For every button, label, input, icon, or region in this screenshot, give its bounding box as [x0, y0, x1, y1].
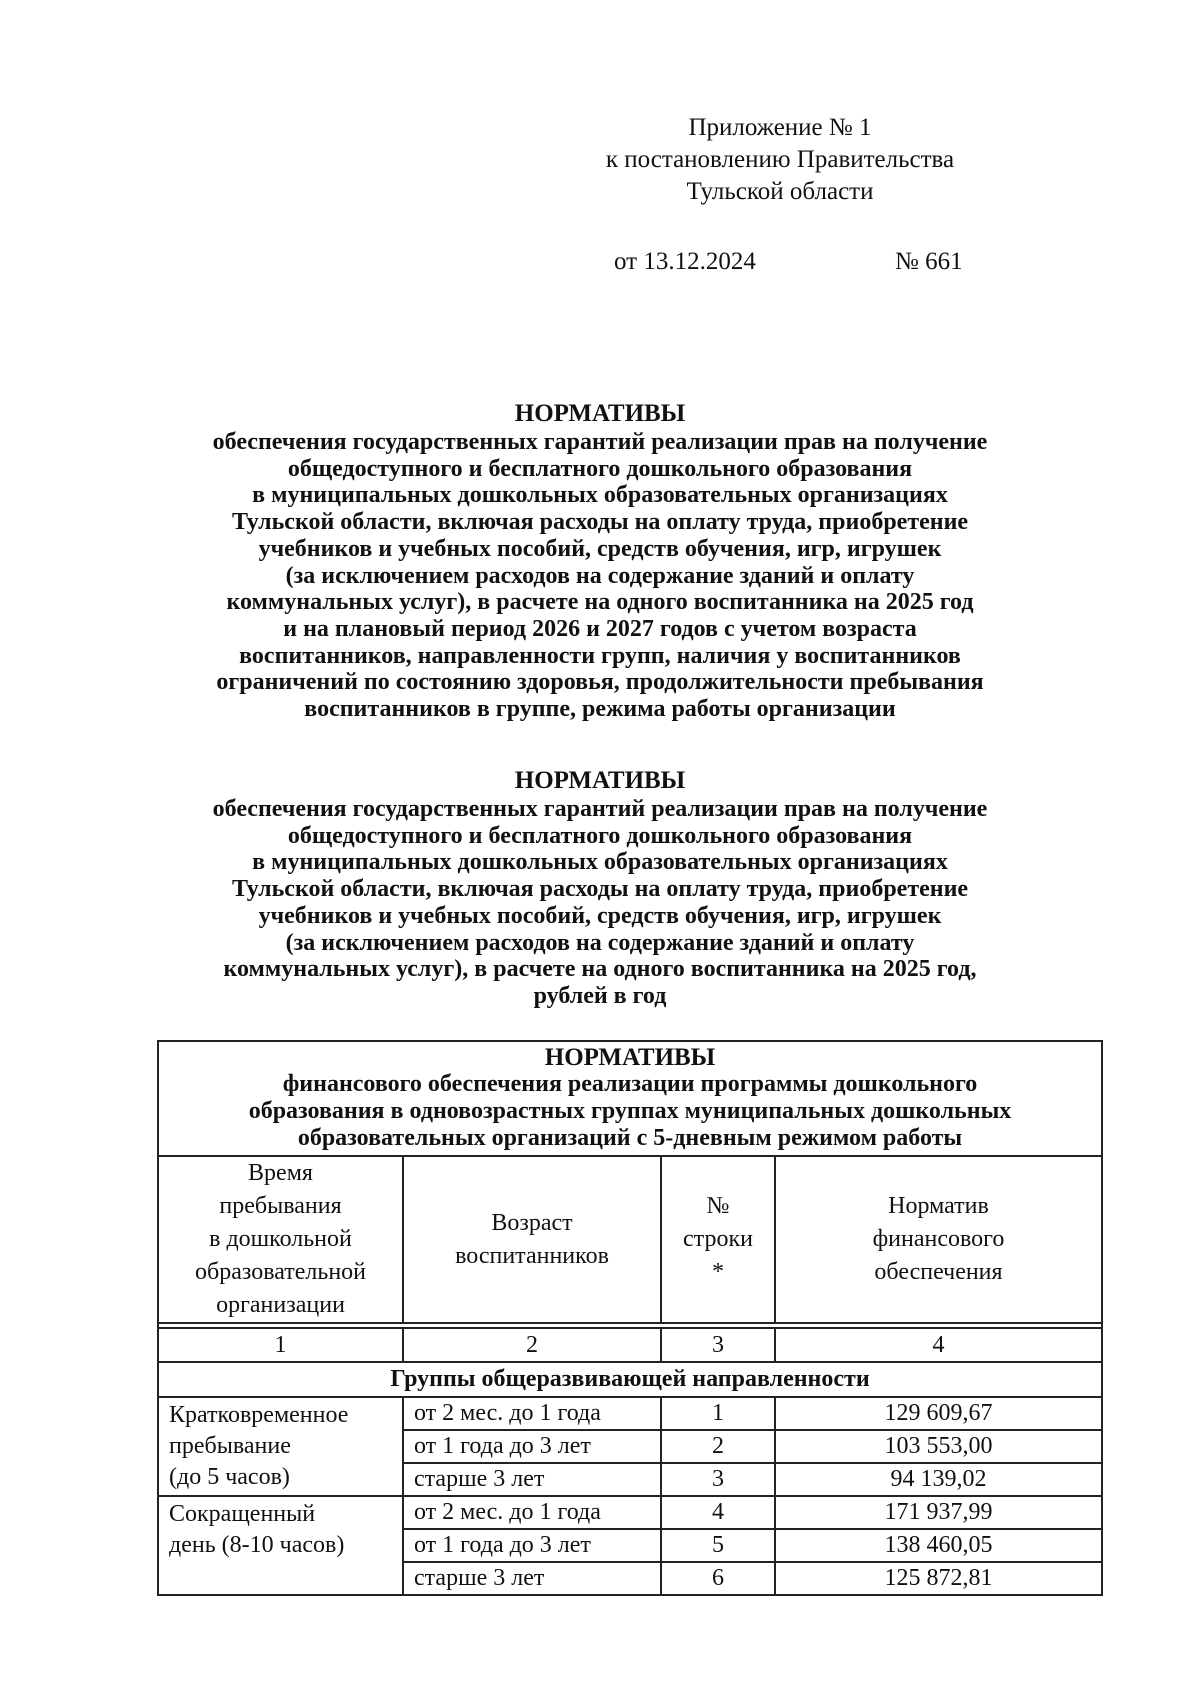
- column-number: 1: [158, 1328, 403, 1362]
- header-line: строки: [683, 1226, 753, 1252]
- period-label-line: Сокращенный: [169, 1501, 316, 1527]
- header-line: финансового: [872, 1226, 1005, 1252]
- period-label-line: (до 5 часов): [169, 1464, 290, 1490]
- table-caption: [158, 1041, 1102, 1156]
- appendix-line-3: Тульской области: [686, 178, 874, 205]
- norm-value-cell: 129 609,67: [775, 1397, 1102, 1430]
- header-row-number: [661, 1156, 775, 1323]
- appendix-header: [560, 112, 1000, 208]
- section-line: рублей в год: [533, 982, 667, 1009]
- norm-value-cell: 103 553,00: [775, 1430, 1102, 1463]
- normatives-table: [157, 1040, 1103, 1596]
- norm-value-cell: 125 872,81: [775, 1562, 1102, 1595]
- header-line: обеспечения: [874, 1259, 1003, 1285]
- header-line: Норматив: [888, 1193, 989, 1219]
- section-line: коммунальных услуг), в расчете на одного воспитанника на 2025 год,: [223, 956, 977, 983]
- table-caption-heading: НОРМАТИВЫ: [544, 1044, 716, 1071]
- resolution-date: от 13.12.2024: [614, 248, 756, 275]
- row-number-cell: 4: [661, 1496, 775, 1529]
- age-cell: старше 3 лет: [403, 1463, 661, 1496]
- period-cell: [158, 1496, 403, 1595]
- column-number: 2: [403, 1328, 661, 1362]
- row-number-cell: 6: [661, 1562, 775, 1595]
- title-line: общедоступного и бесплатного дошкольного образования: [287, 455, 913, 482]
- table-caption-line: финансового обеспечения реализации программы дошкольного: [282, 1071, 978, 1097]
- title-line: Тульской области, включая расходы на оплату труда, приобретение: [231, 509, 969, 536]
- header-age: [403, 1156, 661, 1323]
- table-caption-line: образовательных организаций с 5-дневным режимом работы: [297, 1125, 963, 1151]
- section-line: учебников и учебных пособий, средств обучения, игр, игрушек: [258, 902, 942, 929]
- norm-value-cell: 138 460,05: [775, 1529, 1102, 1562]
- period-cell: [158, 1397, 403, 1496]
- row-number-cell: 1: [661, 1397, 775, 1430]
- header-line: Возраст: [491, 1209, 573, 1236]
- group-title: Группы общеразвивающей направленности: [158, 1362, 1102, 1397]
- header-line: воспитанников: [455, 1242, 609, 1269]
- resolution-number: № 661: [895, 248, 963, 275]
- header-line: №: [706, 1193, 730, 1219]
- title-line: (за исключением расходов на содержание зданий и оплату: [285, 562, 915, 589]
- age-cell: от 1 года до 3 лет: [403, 1430, 661, 1463]
- header-line: организации: [216, 1292, 345, 1318]
- period-label-line: Кратковременное: [169, 1402, 349, 1428]
- appendix-line-1: Приложение № 1: [688, 114, 872, 141]
- age-cell: от 2 мес. до 1 года: [403, 1397, 661, 1430]
- table-row: [158, 1397, 1102, 1430]
- section-heading: НОРМАТИВЫ: [514, 767, 686, 794]
- title-line: в муниципальных дошкольных образовательных организациях: [252, 482, 948, 509]
- column-number: 4: [775, 1328, 1102, 1362]
- header-line: в дошкольной: [209, 1226, 352, 1252]
- header-line: образовательной: [195, 1259, 366, 1285]
- header-line: Время: [248, 1160, 313, 1186]
- title-line: воспитанников в группе, режима работы организации: [304, 696, 896, 723]
- document-title: [160, 399, 1040, 723]
- title-heading: НОРМАТИВЫ: [514, 400, 686, 427]
- section-line: Тульской области, включая расходы на оплату труда, приобретение: [231, 876, 969, 903]
- section-line: в муниципальных дошкольных образовательных организациях: [252, 849, 948, 876]
- age-cell: старше 3 лет: [403, 1562, 661, 1595]
- title-line: учебников и учебных пособий, средств обучения, игр, игрушек: [258, 535, 942, 562]
- section-line: общедоступного и бесплатного дошкольного образования: [287, 822, 913, 849]
- header-line: пребывания: [219, 1193, 342, 1219]
- header-line: *: [712, 1259, 724, 1285]
- section-line: (за исключением расходов на содержание зданий и оплату: [285, 929, 915, 956]
- section-title: [160, 766, 1040, 1010]
- title-line: и на плановый период 2026 и 2027 годов с учетом возраста: [283, 615, 917, 642]
- section-line: обеспечения государственных гарантий реализации прав на получение: [212, 796, 988, 822]
- period-label-line: день (8-10 часов): [169, 1532, 345, 1558]
- norm-value-cell: 94 139,02: [775, 1463, 1102, 1496]
- row-number-cell: 3: [661, 1463, 775, 1496]
- title-line: ограничений по состоянию здоровья, продолжительности пребывания: [216, 669, 984, 696]
- header-period: [158, 1156, 403, 1323]
- norm-value-cell: 171 937,99: [775, 1496, 1102, 1529]
- table-row: [158, 1496, 1102, 1529]
- title-line: обеспечения государственных гарантий реализации прав на получение: [212, 429, 988, 455]
- age-cell: от 2 мес. до 1 года: [403, 1496, 661, 1529]
- row-number-cell: 5: [661, 1529, 775, 1562]
- age-cell: от 1 года до 3 лет: [403, 1529, 661, 1562]
- period-label-line: пребывание: [169, 1433, 291, 1459]
- row-number-cell: 2: [661, 1430, 775, 1463]
- title-line: воспитанников, направленности групп, наличия у воспитанников: [239, 642, 961, 669]
- header-norm: [775, 1156, 1102, 1323]
- title-line: коммунальных услуг), в расчете на одного воспитанника на 2025 год: [226, 589, 974, 616]
- table-caption-line: образования в одновозрастных группах муниципальных дошкольных: [248, 1098, 1012, 1124]
- column-number: 3: [661, 1328, 775, 1362]
- appendix-line-2: к постановлению Правительства: [605, 146, 955, 173]
